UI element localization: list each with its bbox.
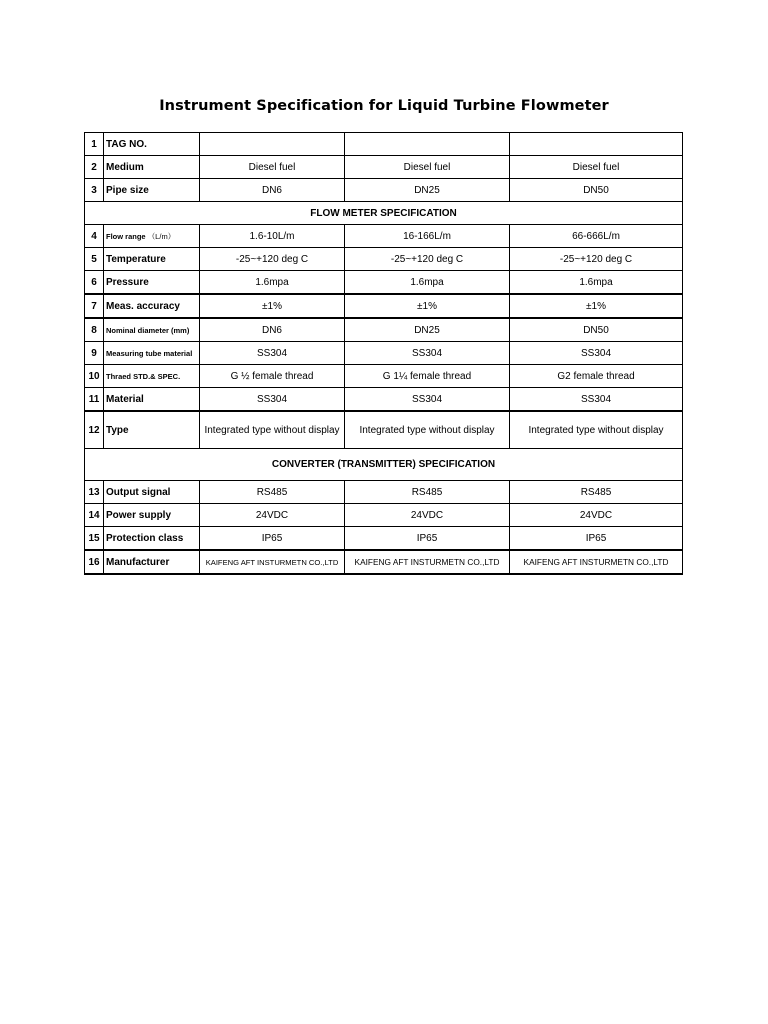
table-cell: SS304 xyxy=(510,342,683,365)
table-cell: SS304 xyxy=(200,342,345,365)
table-cell: DN50 xyxy=(510,179,683,202)
table-cell: 1.6-10L/m xyxy=(200,225,345,248)
row-label-power-supply: Power supply xyxy=(104,504,200,527)
row-label-pressure: Pressure xyxy=(104,271,200,295)
table-cell: ±1% xyxy=(510,294,683,318)
table-cell: -25~+120 deg C xyxy=(200,248,345,271)
table-cell: G2 female thread xyxy=(510,365,683,388)
table-row xyxy=(85,294,683,318)
table-cell: 66-666L/m xyxy=(510,225,683,248)
table-cell: 1.6mpa xyxy=(345,271,510,295)
table-cell: SS304 xyxy=(345,388,510,412)
row-label-pipe-size: Pipe size xyxy=(104,179,200,202)
row-label-medium: Medium xyxy=(104,156,200,179)
table-cell: IP65 xyxy=(510,527,683,551)
table-row xyxy=(85,248,683,271)
row-label-nominal-diameter: Nominal diameter (mm) xyxy=(104,318,200,342)
table-row xyxy=(85,318,683,342)
table-cell: G 1¼ female thread xyxy=(345,365,510,388)
table-row xyxy=(85,156,683,179)
table-cell: G ½ female thread xyxy=(200,365,345,388)
section-row xyxy=(85,202,683,225)
table-cell: KAIFENG AFT INSTURMETN CO.,LTD xyxy=(200,550,345,574)
row-label-accuracy: Meas. accuracy xyxy=(104,294,200,318)
row-label-unit: （L/m） xyxy=(147,231,176,241)
section-row xyxy=(85,449,683,481)
table-row xyxy=(85,133,683,156)
table-cell: Diesel fuel xyxy=(200,156,345,179)
table-cell: -25~+120 deg C xyxy=(345,248,510,271)
row-number: 6 xyxy=(85,271,104,295)
table-cell: DN50 xyxy=(510,318,683,342)
table-cell: IP65 xyxy=(200,527,345,551)
table-row xyxy=(85,342,683,365)
table-cell: RS485 xyxy=(345,481,510,504)
table-cell: ±1% xyxy=(200,294,345,318)
table-cell xyxy=(200,133,345,156)
row-number: 9 xyxy=(85,342,104,365)
table-cell: KAIFENG AFT INSTURMETN CO.,LTD xyxy=(510,550,683,574)
table-cell: Integrated type without display xyxy=(200,411,345,449)
table-cell: DN6 xyxy=(200,179,345,202)
table-row xyxy=(85,504,683,527)
table-row xyxy=(85,481,683,504)
row-label-tag-no: TAG NO. xyxy=(104,133,200,156)
row-label-protection-class: Protection class xyxy=(104,527,200,551)
section-heading-flow-meter: FLOW METER SPECIFICATION xyxy=(85,202,683,225)
row-number: 1 xyxy=(85,133,104,156)
table-cell: Integrated type without display xyxy=(510,411,683,449)
specification-table xyxy=(84,132,683,575)
row-label-type: Type xyxy=(104,411,200,449)
row-label-manufacturer: Manufacturer xyxy=(104,550,200,574)
table-row xyxy=(85,271,683,295)
section-heading-converter: CONVERTER (TRANSMITTER) SPECIFICATION xyxy=(85,449,683,481)
table-cell: IP65 xyxy=(345,527,510,551)
row-label-material: Material xyxy=(104,388,200,412)
table-row xyxy=(85,179,683,202)
table-cell: -25~+120 deg C xyxy=(510,248,683,271)
table-cell: SS304 xyxy=(345,342,510,365)
row-number: 10 xyxy=(85,365,104,388)
table-cell: 24VDC xyxy=(200,504,345,527)
row-label-thread: Thraed STD.& SPEC. xyxy=(104,365,200,388)
table-cell: KAIFENG AFT INSTURMETN CO.,LTD xyxy=(345,550,510,574)
row-number: 14 xyxy=(85,504,104,527)
table-row xyxy=(85,527,683,551)
row-label-temperature: Temperature xyxy=(104,248,200,271)
table-cell: DN25 xyxy=(345,318,510,342)
row-number: 2 xyxy=(85,156,104,179)
table-cell xyxy=(510,133,683,156)
table-row xyxy=(85,388,683,412)
table-cell: SS304 xyxy=(200,388,345,412)
table-cell: 24VDC xyxy=(345,504,510,527)
row-number: 15 xyxy=(85,527,104,551)
document-title: Instrument Specification for Liquid Turbine Flowmeter xyxy=(159,98,609,114)
table-cell: Diesel fuel xyxy=(510,156,683,179)
row-label-tube-material: Measuring tube material xyxy=(104,342,200,365)
table-cell: SS304 xyxy=(510,388,683,412)
row-label-output-signal: Output signal xyxy=(104,481,200,504)
row-number: 11 xyxy=(85,388,104,412)
table-row xyxy=(85,550,683,574)
row-number: 3 xyxy=(85,179,104,202)
row-number: 8 xyxy=(85,318,104,342)
table-cell: Integrated type without display xyxy=(345,411,510,449)
table-cell xyxy=(345,133,510,156)
table-cell: 24VDC xyxy=(510,504,683,527)
table-cell: 16-166L/m xyxy=(345,225,510,248)
table-cell: ±1% xyxy=(345,294,510,318)
row-number: 4 xyxy=(85,225,104,248)
table-cell: RS485 xyxy=(200,481,345,504)
row-number: 16 xyxy=(85,550,104,574)
table-cell: Diesel fuel xyxy=(345,156,510,179)
table-cell: DN6 xyxy=(200,318,345,342)
table-cell: DN25 xyxy=(345,179,510,202)
table-cell: RS485 xyxy=(510,481,683,504)
table-cell: 1.6mpa xyxy=(510,271,683,295)
table-cell: 1.6mpa xyxy=(200,271,345,295)
row-number: 13 xyxy=(85,481,104,504)
table-row xyxy=(85,225,683,248)
row-label-flow-range xyxy=(104,225,200,248)
row-label-text: Flow range xyxy=(106,231,146,241)
table-row xyxy=(85,365,683,388)
row-number: 12 xyxy=(85,411,104,449)
row-number: 7 xyxy=(85,294,104,318)
row-number: 5 xyxy=(85,248,104,271)
table-row xyxy=(85,411,683,449)
